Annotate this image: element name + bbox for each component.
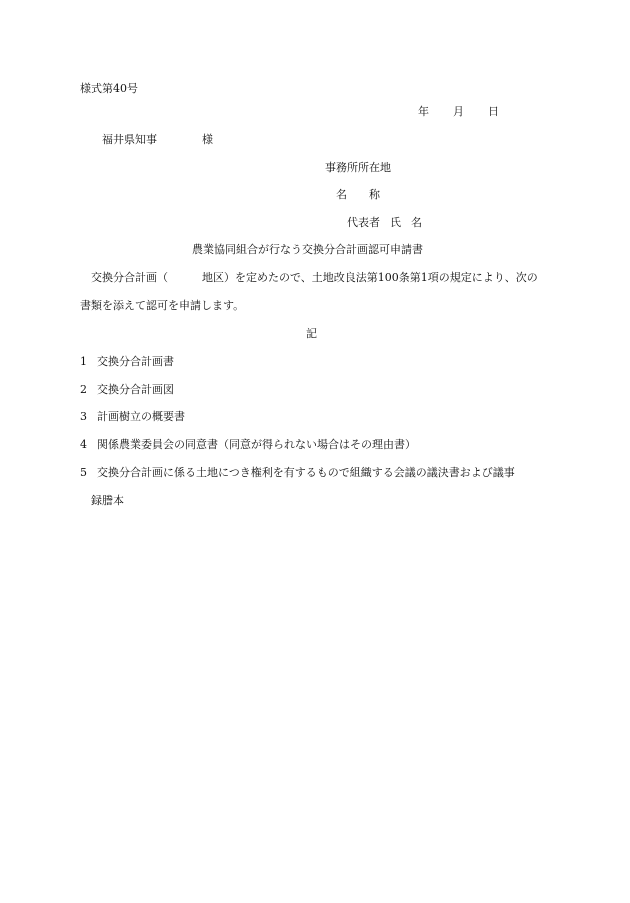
rep-name-char-1: 氏	[390, 216, 401, 229]
name-label-char-2: 称	[369, 188, 380, 201]
list-item	[80, 466, 515, 480]
date-year: 年	[418, 105, 429, 118]
ki-heading: 記	[306, 327, 317, 340]
name-label	[336, 188, 380, 202]
representative-line	[347, 216, 422, 230]
list-item-continuation: 録謄本	[91, 494, 124, 507]
document-title: 農業協同組合が行なう交換分合計画認可申請書	[192, 243, 423, 256]
body-line-2: 書類を添えて認可を申請します。	[80, 299, 245, 312]
date-line	[418, 105, 499, 119]
body-part-1: 交換分合計画（	[91, 271, 168, 284]
form-number: 様式第40号	[80, 82, 138, 95]
addressee-line	[102, 133, 213, 147]
item-number: 5	[80, 466, 87, 479]
item-text: 関係農業委員会の同意書（同意が得られない場合はその理由書）	[97, 438, 416, 451]
date-day: 日	[488, 105, 499, 118]
office-address-label: 事務所所在地	[325, 161, 391, 174]
item-text: 計画樹立の概要書	[97, 410, 185, 423]
addressee-name: 福井県知事	[102, 133, 157, 146]
item-text: 交換分合計画図	[97, 383, 174, 396]
representative-label: 代表者	[347, 216, 380, 229]
date-month: 月	[453, 105, 464, 118]
item-number: 3	[80, 410, 87, 423]
item-number: 1	[80, 355, 87, 368]
body-part-2: 地区）を定めたので、土地改良法第100条第1項の規定により、次の	[202, 271, 538, 284]
item-number: 4	[80, 438, 87, 451]
rep-name-char-2: 名	[411, 216, 422, 229]
body-line-1	[91, 271, 538, 285]
name-label-char-1: 名	[336, 188, 347, 201]
item-text: 交換分合計画書	[97, 355, 174, 368]
addressee-honorific: 様	[202, 133, 213, 146]
item-number: 2	[80, 383, 87, 396]
list-item	[80, 438, 416, 452]
list-item	[80, 355, 174, 369]
item-text: 交換分合計画に係る土地につき権利を有するもので組織する会議の議決書および議事	[97, 466, 515, 479]
list-item	[80, 383, 174, 397]
list-item	[80, 410, 185, 424]
